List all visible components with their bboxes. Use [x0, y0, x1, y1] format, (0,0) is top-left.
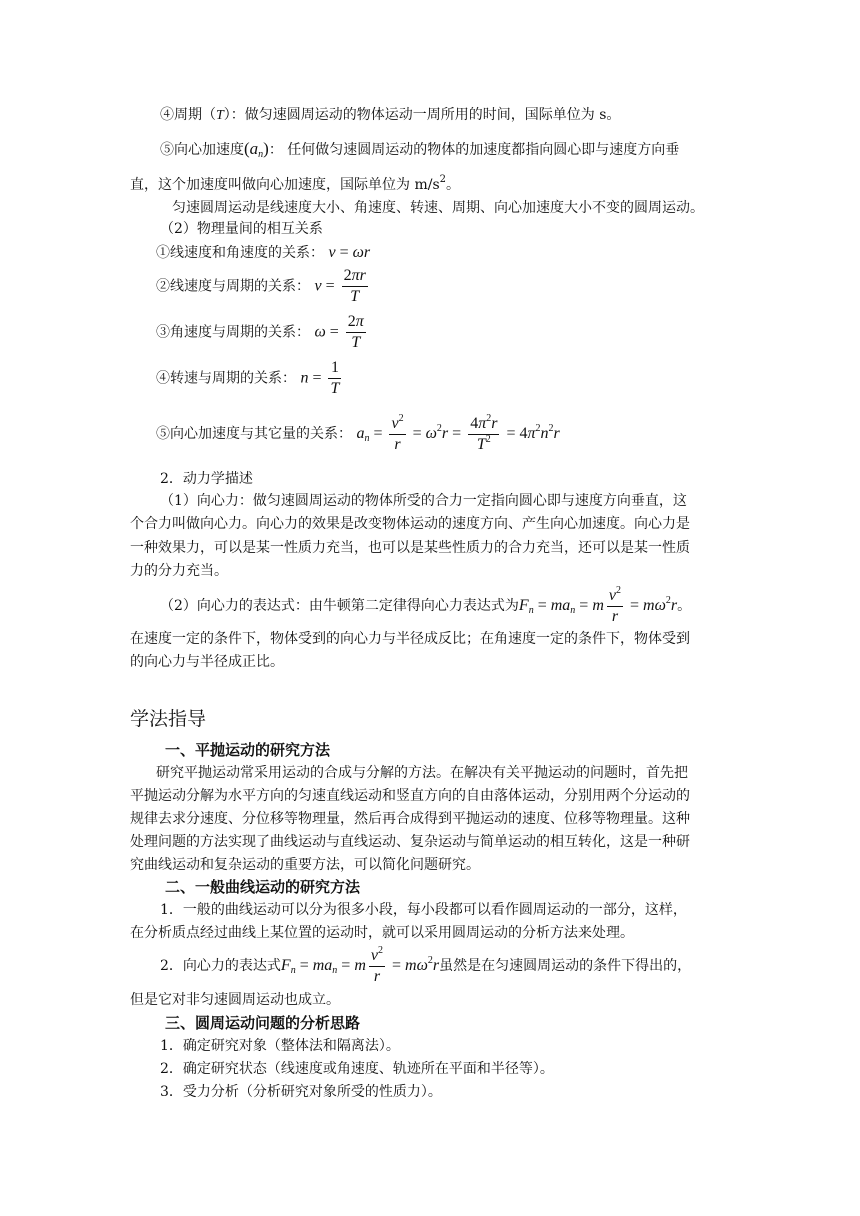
fraction-v2-over-r: $\frac{v^2}{r}$ — [391, 412, 404, 453]
fn-expr-tail: 虽然是在匀速圆周运动的条件下得出的， — [439, 958, 692, 974]
guide-s2-line4: 但是它对非匀速圆周运动也成立。 — [130, 992, 340, 1008]
guide-s1-line2: 平抛运动分解为水平方向的匀速直线运动和竖直方向的自由落体运动，分别用两个分运动的 — [130, 788, 690, 804]
fraction-2pi-over-T: $\frac{2\pi}{T}$ — [347, 313, 364, 351]
equals-3: = — [325, 323, 343, 341]
formula-omega2r: $\omega^2r$ — [425, 423, 449, 442]
equals-5b: = — [408, 425, 426, 442]
relation-v-omega — [156, 242, 370, 264]
formula-v-omega-r: v — [328, 244, 336, 261]
guide-s1-line3: 规律去求分速度、分位移等物理量，然后再合成得到平抛运动的速度、位移等物理量。这种 — [130, 811, 690, 827]
symbol-T: T — [216, 108, 224, 123]
equals-7c: = — [388, 957, 406, 974]
equals-5c: = — [448, 425, 466, 442]
formula-v: v — [314, 277, 322, 295]
guide-title: 学法指导 — [130, 708, 207, 730]
fraction-v2-over-r-2: $\frac{v^2}{r}$ — [608, 584, 621, 625]
equals-2: = — [321, 277, 339, 295]
centripetal-acceleration-definition — [160, 138, 679, 161]
guide-s1-line1: 研究平抛运动常采用运动的合成与分解的方法。在解决有关平抛运动的问题时，首先把 — [156, 765, 688, 781]
fn-end: 。 — [677, 598, 692, 614]
guide-s3-line3: 3．受力分析（分析研究对象所受的性质力）。 — [160, 1084, 442, 1100]
dynamics-heading: 2．动力学描述 — [160, 471, 253, 487]
fraction-v2-over-r-3: $\frac{v^2}{r}$ — [370, 944, 383, 985]
formula-Fn: $F_n$ — [518, 597, 534, 616]
relation-an-others — [156, 412, 560, 456]
equals-5d: = — [502, 425, 520, 442]
fn-expr-intro: 2．向心力的表达式 — [160, 958, 281, 974]
formula-Fn-2: $F_n$ — [280, 957, 296, 976]
period-text-a: ④周期（ — [160, 107, 216, 123]
fn-intro: （2）向心力的表达式：由牛顿第二定律得向心力表达式为 — [160, 598, 519, 614]
formula-man-2: $ma_n$ — [312, 957, 338, 976]
formula-4pi2n2r: $4\pi^2n^2r$ — [519, 423, 560, 442]
guide-s1-line5: 究曲线运动和复杂运动的重要方法，可以简化问题研究。 — [130, 857, 480, 873]
relation-n-T — [156, 358, 344, 399]
formula-omega: ω — [314, 323, 326, 341]
dynamics-p2-line1 — [160, 584, 691, 628]
ca-text-a: ⑤向心加速度 — [160, 142, 244, 158]
relation-2-label: ②线速度与周期的关系： — [156, 278, 310, 295]
formula-m-2: m — [354, 957, 366, 974]
ca-text-b: ： 任何做匀速圆周运动的物体的加速度都指向圆心即与速度方向垂 — [268, 142, 680, 158]
guide-s2-line2: 在分析质点经过曲线上某位置的运动时，就可以采用圆周运动的分析方法来处理。 — [130, 925, 634, 941]
equals-7b: = — [337, 957, 355, 974]
equals-6b: = — [575, 597, 593, 614]
formula-omega-r: ωr — [352, 244, 371, 261]
equals-4: = — [308, 369, 326, 387]
equals-6c: = — [625, 597, 644, 614]
guide-s2-line3 — [160, 944, 691, 988]
relation-omega-T — [156, 312, 369, 353]
guide-s2-line1: 1．一般的曲线运动可以分为很多小段，每小段都可以看作圆周运动的一部分，这样， — [160, 902, 687, 918]
fraction-1-over-T: $\frac{1}{T}$ — [330, 359, 340, 397]
relation-v-T — [156, 266, 371, 307]
equals-1: = — [335, 244, 353, 261]
guide-s1-line4: 处理问题的方法实现了曲线运动与直线运动、复杂运动与简单运动的相互转化，这是一种研 — [130, 834, 690, 850]
formula-an: $a_n$ — [356, 425, 370, 444]
dynamics-p2-line2: 在速度一定的条件下，物体受到的向心力与半径成反比；在角速度一定的条件下，物体受到 — [130, 631, 690, 647]
ca-definition-cont: 直，这个加速度叫做向心加速度，国际单位为 $m/s^2$。 — [130, 174, 461, 193]
symbol-an: $(a_n)$ — [244, 139, 269, 160]
relation-4-label: ④转速与周期的关系： — [156, 370, 296, 387]
uniform-circular-motion-summary: 匀速圆周运动是线速度大小、角速度、转速、周期、向心加速度大小不变的圆周运动。 — [172, 200, 704, 216]
dynamics-p2-line3: 的向心力与半径成正比。 — [130, 654, 284, 670]
fraction-4pi2r-over-T2: $\frac{4\pi^2r}{T^2}$ — [470, 412, 498, 453]
relations-heading: （2）物理量间的相互关系 — [160, 221, 323, 237]
guide-section-1-heading: 一、平抛运动的研究方法 — [165, 741, 331, 759]
ca-text-d: 。 — [446, 177, 461, 193]
ca-text-c: 直，这个加速度叫做向心加速度，国际单位为 m/s — [130, 177, 440, 193]
equals-7a: = — [295, 957, 313, 974]
dynamics-p1-line3: 一种效果力，可以是某一性质力充当，也可以是某些性质力的合力充当，还可以是某一性质 — [130, 540, 690, 556]
guide-s3-line2: 2．确定研究状态（线速度或角速度、轨迹所在平面和半径等）。 — [160, 1061, 554, 1077]
formula-momega2r: $m\omega^2r$ — [643, 595, 678, 614]
period-definition — [160, 104, 620, 127]
relation-1-label: ①线速度和角速度的关系： — [156, 245, 324, 261]
fraction-2pir-over-T: $\frac{2\pi r}{T}$ — [343, 267, 366, 305]
period-text-b: ）：做匀速圆周运动的物体运动一周所用的时间，国际单位为 s。 — [223, 107, 621, 123]
formula-momega2r-2: $m\omega^2r$ — [405, 955, 440, 974]
formula-n: n — [300, 369, 309, 387]
relation-3-label: ③角速度与周期的关系： — [156, 324, 310, 341]
guide-section-2-heading: 二、一般曲线运动的研究方法 — [165, 878, 361, 896]
guide-s3-line1: 1．确定研究对象（整体法和隔离法）。 — [160, 1038, 400, 1054]
dynamics-p1-line1: （1）向心力：做匀速圆周运动的物体所受的合力一定指向圆心即与速度方向垂直，这 — [160, 493, 687, 509]
guide-section-3-heading: 三、圆周运动问题的分析思路 — [165, 1014, 361, 1032]
formula-m: m — [592, 597, 604, 614]
dynamics-p1-line4: 力的分力充当。 — [130, 563, 228, 579]
dynamics-p1-line2: 个合力叫做向心力。向心力的效果是改变物体运动的速度方向、产生向心加速度。向心力是 — [130, 516, 690, 532]
equals-6a: = — [533, 597, 551, 614]
equals-5a: = — [369, 425, 387, 442]
relation-5-label: ⑤向心加速度与其它量的关系： — [156, 426, 352, 442]
formula-man: $ma_n$ — [550, 597, 576, 616]
